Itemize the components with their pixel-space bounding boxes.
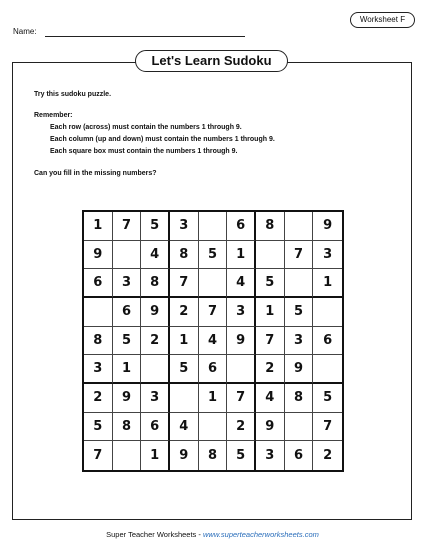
page-title: Let's Learn Sudoku	[135, 50, 288, 72]
intro-text: Try this sudoku puzzle.	[34, 91, 112, 98]
sudoku-cell-empty[interactable]	[313, 355, 342, 384]
name-label: Name:	[13, 27, 37, 36]
sudoku-cell: 5	[256, 269, 285, 298]
sudoku-cell: 3	[256, 441, 285, 470]
sudoku-cell: 9	[256, 413, 285, 442]
remember-heading: Remember:	[34, 112, 73, 119]
sudoku-cell: 6	[227, 212, 256, 241]
sudoku-cell: 9	[227, 327, 256, 356]
sudoku-cell: 1	[141, 441, 170, 470]
sudoku-cell-empty[interactable]	[113, 241, 142, 270]
sudoku-cell: 3	[313, 241, 342, 270]
name-line[interactable]	[45, 36, 245, 37]
sudoku-cell: 7	[256, 327, 285, 356]
sudoku-cell-empty[interactable]	[199, 212, 228, 241]
sudoku-cell: 5	[285, 298, 314, 327]
footer-site-link[interactable]: www.superteacherworksheets.com	[202, 530, 319, 539]
sudoku-cell: 6	[84, 269, 113, 298]
sudoku-cell: 1	[313, 269, 342, 298]
sudoku-cell: 3	[141, 384, 170, 413]
rule-item: Each column (up and down) must contain the numbers 1 through 9.	[50, 136, 275, 143]
sudoku-cell: 6	[141, 413, 170, 442]
sudoku-cell: 7	[227, 384, 256, 413]
sudoku-cell: 5	[113, 327, 142, 356]
worksheet-badge: Worksheet F	[350, 12, 415, 28]
sudoku-cell: 7	[285, 241, 314, 270]
sudoku-cell: 1	[199, 384, 228, 413]
sudoku-cell: 3	[227, 298, 256, 327]
sudoku-cell: 8	[256, 212, 285, 241]
sudoku-cell: 3	[285, 327, 314, 356]
sudoku-cell: 7	[113, 212, 142, 241]
sudoku-cell: 3	[113, 269, 142, 298]
sudoku-cell: 2	[323, 448, 333, 464]
sudoku-cell: 9	[313, 212, 342, 241]
sudoku-cell: 7	[84, 441, 113, 470]
sudoku-cell: 1	[84, 212, 113, 241]
sudoku-cell: 4	[256, 384, 285, 413]
sudoku-cell: 8	[141, 269, 170, 298]
sudoku-cell: 4	[141, 241, 170, 270]
sudoku-cell: 5	[141, 212, 170, 241]
sudoku-cell: 9	[141, 298, 170, 327]
sudoku-cell: 6	[113, 298, 142, 327]
sudoku-cell-empty[interactable]	[313, 298, 342, 327]
sudoku-cell: 2	[170, 298, 199, 327]
footer-brand: Super Teacher Worksheets	[106, 530, 197, 539]
sudoku-cell: 1	[256, 298, 285, 327]
sudoku-cell: 4	[170, 413, 199, 442]
sudoku-cell-empty[interactable]	[285, 269, 314, 298]
sudoku-cell: 6	[199, 355, 228, 384]
sudoku-cell: 2	[84, 384, 113, 413]
sudoku-cell: 8	[84, 327, 113, 356]
sudoku-cell: 9	[84, 241, 113, 270]
sudoku-cell: 9	[285, 355, 314, 384]
sudoku-cell: 5	[313, 384, 342, 413]
sudoku-cell: 5	[84, 413, 113, 442]
sudoku-cell: 1	[170, 327, 199, 356]
sudoku-cell: 8	[113, 413, 142, 442]
sudoku-cell: 5	[170, 355, 199, 384]
sudoku-cell: 2	[227, 413, 256, 442]
rule-item: Each row (across) must contain the numbers 1 through 9.	[50, 124, 242, 131]
sudoku-cell-empty[interactable]	[199, 269, 228, 298]
sudoku-cell: 3	[84, 355, 113, 384]
sudoku-cell: 9	[113, 384, 142, 413]
sudoku-cell: 7	[199, 298, 228, 327]
sudoku-cell: 1	[227, 241, 256, 270]
sudoku-cell: 5	[199, 241, 228, 270]
sudoku-cell: 1	[113, 355, 142, 384]
sudoku-cell: 5	[227, 441, 256, 470]
sudoku-cell-empty[interactable]	[227, 355, 256, 384]
footer-separator: -	[196, 530, 203, 539]
sudoku-cell: 8	[199, 441, 228, 470]
sudoku-cell-empty[interactable]	[256, 241, 285, 270]
sudoku-cell: 8	[285, 384, 314, 413]
sudoku-cell-empty[interactable]	[113, 441, 142, 470]
sudoku-cell-empty[interactable]	[285, 413, 314, 442]
sudoku-cell: 3	[170, 212, 199, 241]
sudoku-cell: 2	[256, 355, 285, 384]
sudoku-cell: 4	[199, 327, 228, 356]
footer	[0, 530, 425, 539]
sudoku-cell-empty[interactable]	[141, 355, 170, 384]
sudoku-cell-empty[interactable]	[84, 298, 113, 327]
sudoku-cell: 8	[170, 241, 199, 270]
sudoku-cell-empty[interactable]	[170, 384, 199, 413]
sudoku-cell: 6	[313, 327, 342, 356]
sudoku-cell: 4	[227, 269, 256, 298]
sudoku-cell: 7	[313, 413, 342, 442]
sudoku-cell: 6	[285, 441, 314, 470]
rule-item: Each square box must contain the numbers 1 through 9.	[50, 148, 238, 155]
sudoku-cell-empty[interactable]	[199, 413, 228, 442]
question-text: Can you fill in the missing numbers?	[34, 170, 157, 177]
sudoku-cell: 9	[170, 441, 199, 470]
sudoku-cell: 2	[141, 327, 170, 356]
sudoku-grid	[82, 210, 344, 472]
sudoku-cell-empty[interactable]	[285, 212, 314, 241]
sudoku-cell: 7	[170, 269, 199, 298]
